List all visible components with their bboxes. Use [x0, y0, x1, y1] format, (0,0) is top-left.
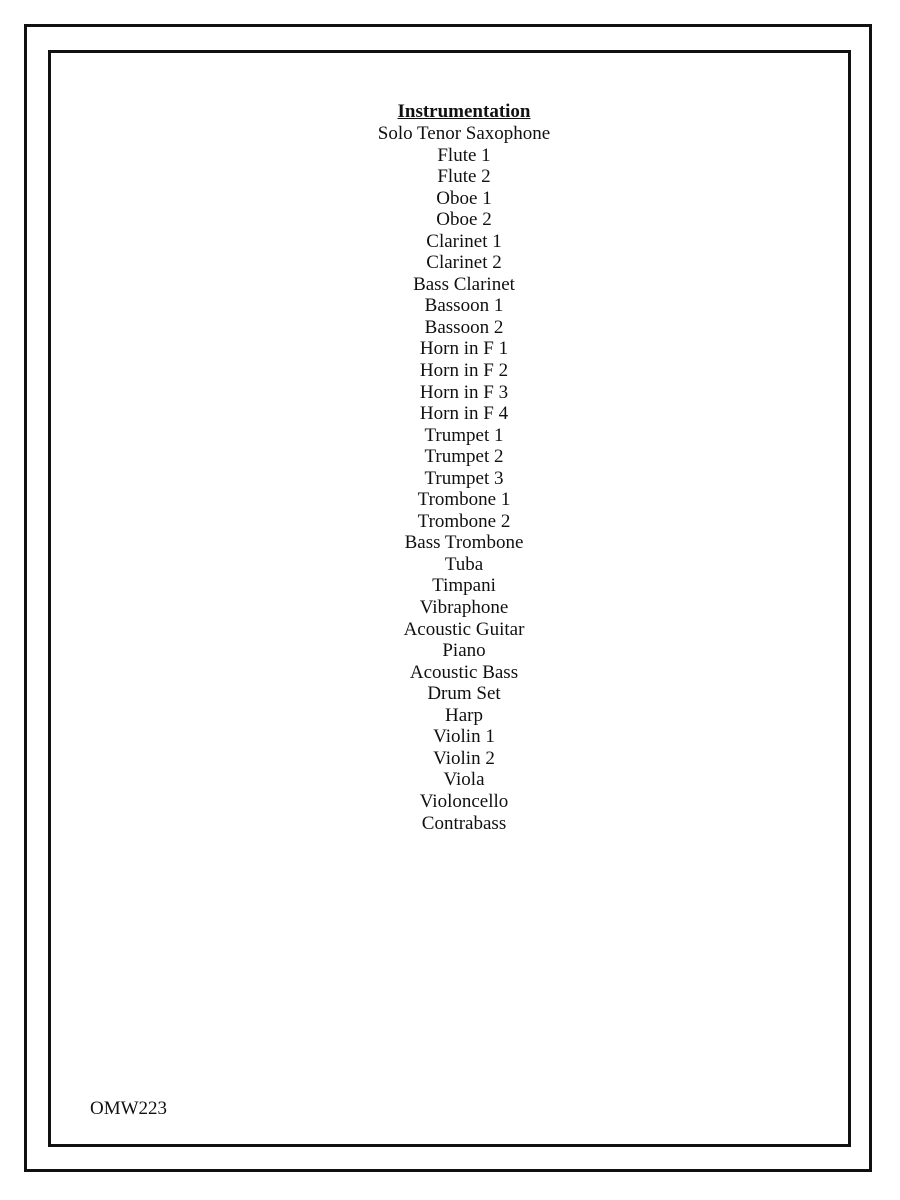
instrument-item: Clarinet 1	[426, 230, 502, 252]
instrument-item: Drum Set	[427, 683, 501, 705]
instrument-item: Solo Tenor Saxophone	[377, 123, 551, 144]
instrument-item: Horn in F 2	[419, 360, 509, 382]
instrument-item: Flute 2	[437, 166, 491, 188]
instrument-item: Viola	[443, 769, 485, 791]
instrument-item: Violoncello	[419, 790, 509, 812]
instrument-item: Violin 2	[433, 747, 495, 769]
instrument-item: Clarinet 2	[426, 252, 502, 274]
instrument-item: Trombone 1	[417, 489, 511, 511]
instrumentation-list	[0, 101, 900, 834]
instrument-item: Tuba	[444, 553, 484, 575]
instrument-item: Acoustic Bass	[409, 661, 519, 683]
instrument-item: Bassoon 1	[424, 295, 504, 317]
instrument-item: Vibraphone	[419, 597, 509, 619]
instrumentation-heading: Instrumentation	[397, 101, 531, 122]
instrument-item: Trumpet 1	[424, 424, 504, 446]
instrument-item: Harp	[445, 704, 483, 726]
instrument-item: Horn in F 3	[419, 381, 509, 403]
instrument-item: Bass Trombone	[404, 532, 524, 554]
instrument-item: Oboe 2	[436, 209, 492, 231]
instrument-item: Acoustic Guitar	[403, 618, 525, 640]
instrument-item: Bass Clarinet	[413, 273, 515, 295]
instrument-item: Oboe 1	[436, 187, 492, 209]
instrument-item: Horn in F 4	[419, 403, 509, 425]
instrument-item: Violin 1	[433, 726, 495, 748]
instrument-item: Trumpet 3	[424, 467, 504, 489]
instrument-item: Timpani	[432, 575, 496, 597]
instrument-item: Contrabass	[421, 812, 507, 834]
instrument-item: Piano	[442, 640, 486, 662]
instrument-item: Bassoon 2	[424, 316, 504, 338]
instrument-item: Trombone 2	[417, 510, 511, 532]
instrument-item: Flute 1	[437, 144, 491, 166]
instrument-item: Horn in F 1	[419, 338, 509, 360]
instrument-item: Trumpet 2	[424, 446, 504, 468]
catalog-code: OMW223	[90, 1098, 168, 1119]
